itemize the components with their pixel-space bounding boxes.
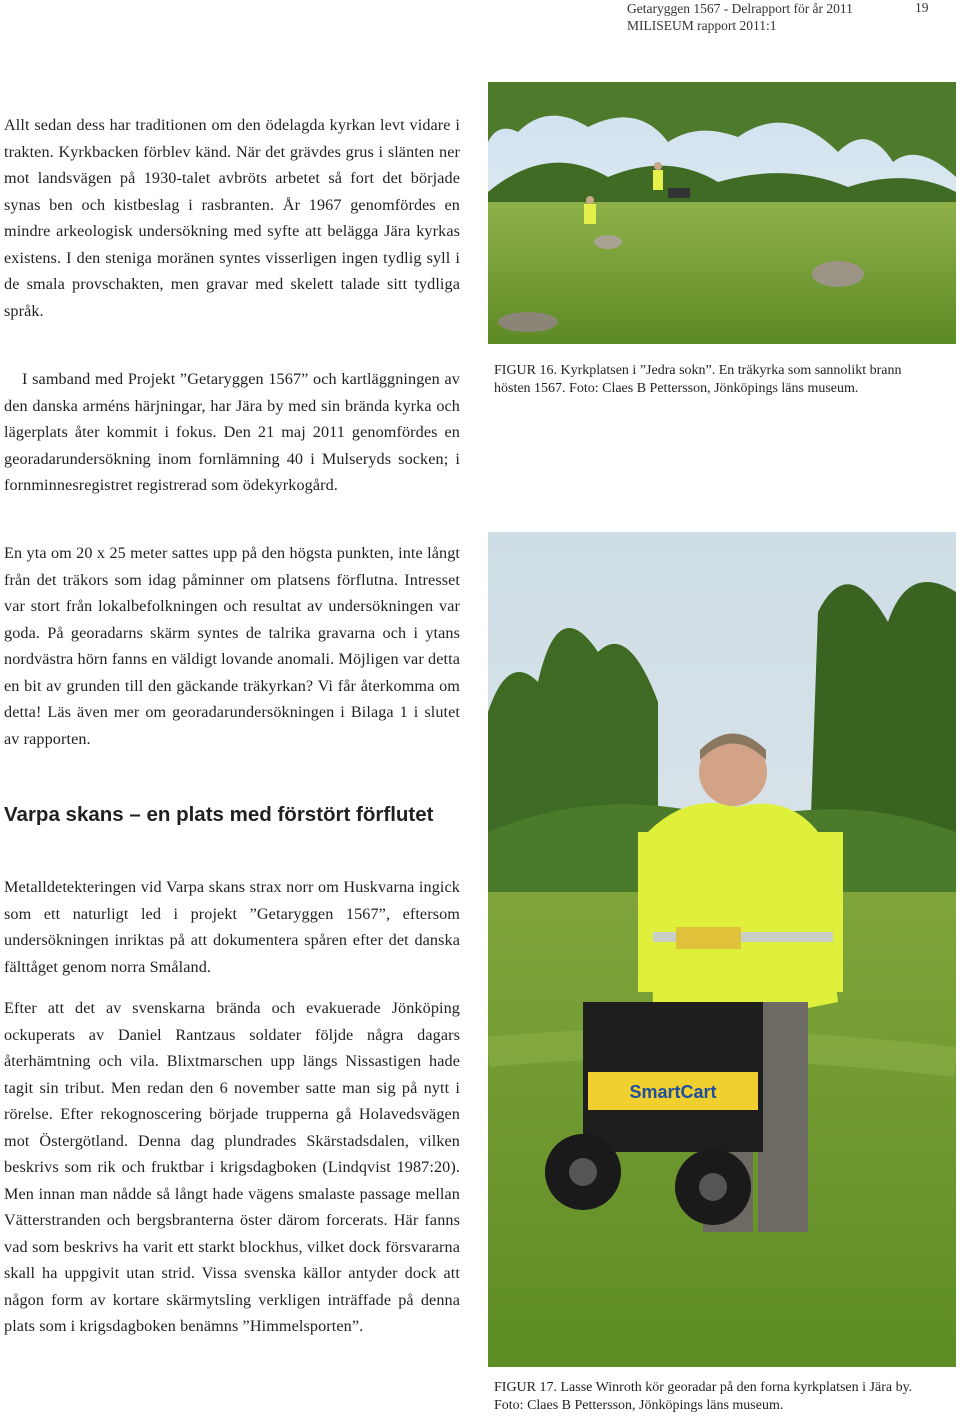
section-heading: Varpa skans – en plats med förstört förflutet xyxy=(4,803,434,826)
body-paragraph: Metalldetekteringen vid Varpa skans strax norr om Huskvarna ingick som ett naturligt led i projekt ”Getaryggen 1567”, eftersom undersökningen inriktas på att dokumentera spåren efter det danska fälttåget genom norra Småland. xyxy=(4,878,460,976)
figure-17-caption: FIGUR 17. Lasse Winroth kör georadar på den forna kyrkplatsen i Jära by. Foto: Claes B Pettersson, Jönköpings läns museum. xyxy=(494,1380,913,1413)
body-paragraph: En yta om 20 x 25 meter sattes upp på den högsta punkten, inte långt från det träkors som idag påminner om platsens förflutna. Intresset var stort från lokalbefolkningen och resultat av undersökningen var goda. På georadarns skärm syntes de talrika gravarna och i ytans nordvästra hörn fanns en väldigt lovande anomali. Möjligen var detta en bit av grunden till den gäckande träkyrkan? Vi får återkomma om detta! Läs även mer om georadarundersökningen i Bilaga 1 i slutet av rapporten. xyxy=(4,544,460,748)
header-subtitle: MILISEUM rapport 2011:1 xyxy=(627,18,777,33)
page-number: 19 xyxy=(915,0,929,15)
smartcart-label: SmartCart xyxy=(629,1082,717,1102)
figure-16-photo xyxy=(488,82,956,344)
header-title: Getaryggen 1567 - Delrapport för år 2011 xyxy=(627,1,853,16)
body-paragraph: Efter att det av svenskarna brända och evakuerade Jönköping ockuperats av Daniel Rantzaus soldater följde några dagars återhämtning och vila. Blixtmarschen upp längs Nissastigen hade tagit sin tribut. Men redan den 6 november satte man sig på nytt i rörelse. Efter rekognoscering började trupperna gå Holavedsvägen mot Östergötland. Denna dag plundrades Skärstadsdalen, vilken beskrivs som rik och fruktbar i krigsdagboken (Lindqvist 1987:20). Men innan man nådde så långt hade vägens smalaste passage mellan Vätterstranden och bergsbranterna öster därom forcerats. Här fanns vad som beskrivs ha varit ett starkt blockhus, vilket dock försvararna skall ha uppgivit utan strid. Vissa svenska källor antyder dock att någon form av kortare skärmytsling verkligen inträffade på denna plats som i krigsdagboken benämns ”Himmelsporten”. xyxy=(4,999,460,1335)
figure-17-photo xyxy=(488,532,956,1367)
running-header xyxy=(627,0,927,34)
body-paragraph: I samband med Projekt ”Getaryggen 1567” och kartläggningen av den danska arméns härjningar, har Jära by med sin brända kyrka och lägerplats åter kommit i fokus. Den 21 maj 2011 genomfördes en georadarundersökning inom fornlämning 40 i Mulseryds socken; i fornminnesregistret registrerad som ödekyrkogård. xyxy=(4,370,460,494)
figure-16-caption: FIGUR 16. Kyrkplatsen i ”Jedra sokn”. En träkyrka som sannolikt brann hösten 1567. Foto: Claes B Pettersson, Jönköpings läns museum. xyxy=(494,363,902,396)
body-paragraph: Allt sedan dess har traditionen om den ödelagda kyrkan levt vidare i trakten. Kyrkbacken förblev känd. När det grävdes grus i slänten ner mot landsvägen på 1930-talet avbröts arbetet så fort det började synas ben och kistbeslag i rasbranten. År 1967 genomfördes en mindre arkeologisk undersökning med syfte att belägga Jära kyrkas existens. I den steniga moränen syntes visserligen ingen tydlig syll i de smala provschakten, men gravar med skelett talade sitt tydliga språk. xyxy=(4,116,460,320)
